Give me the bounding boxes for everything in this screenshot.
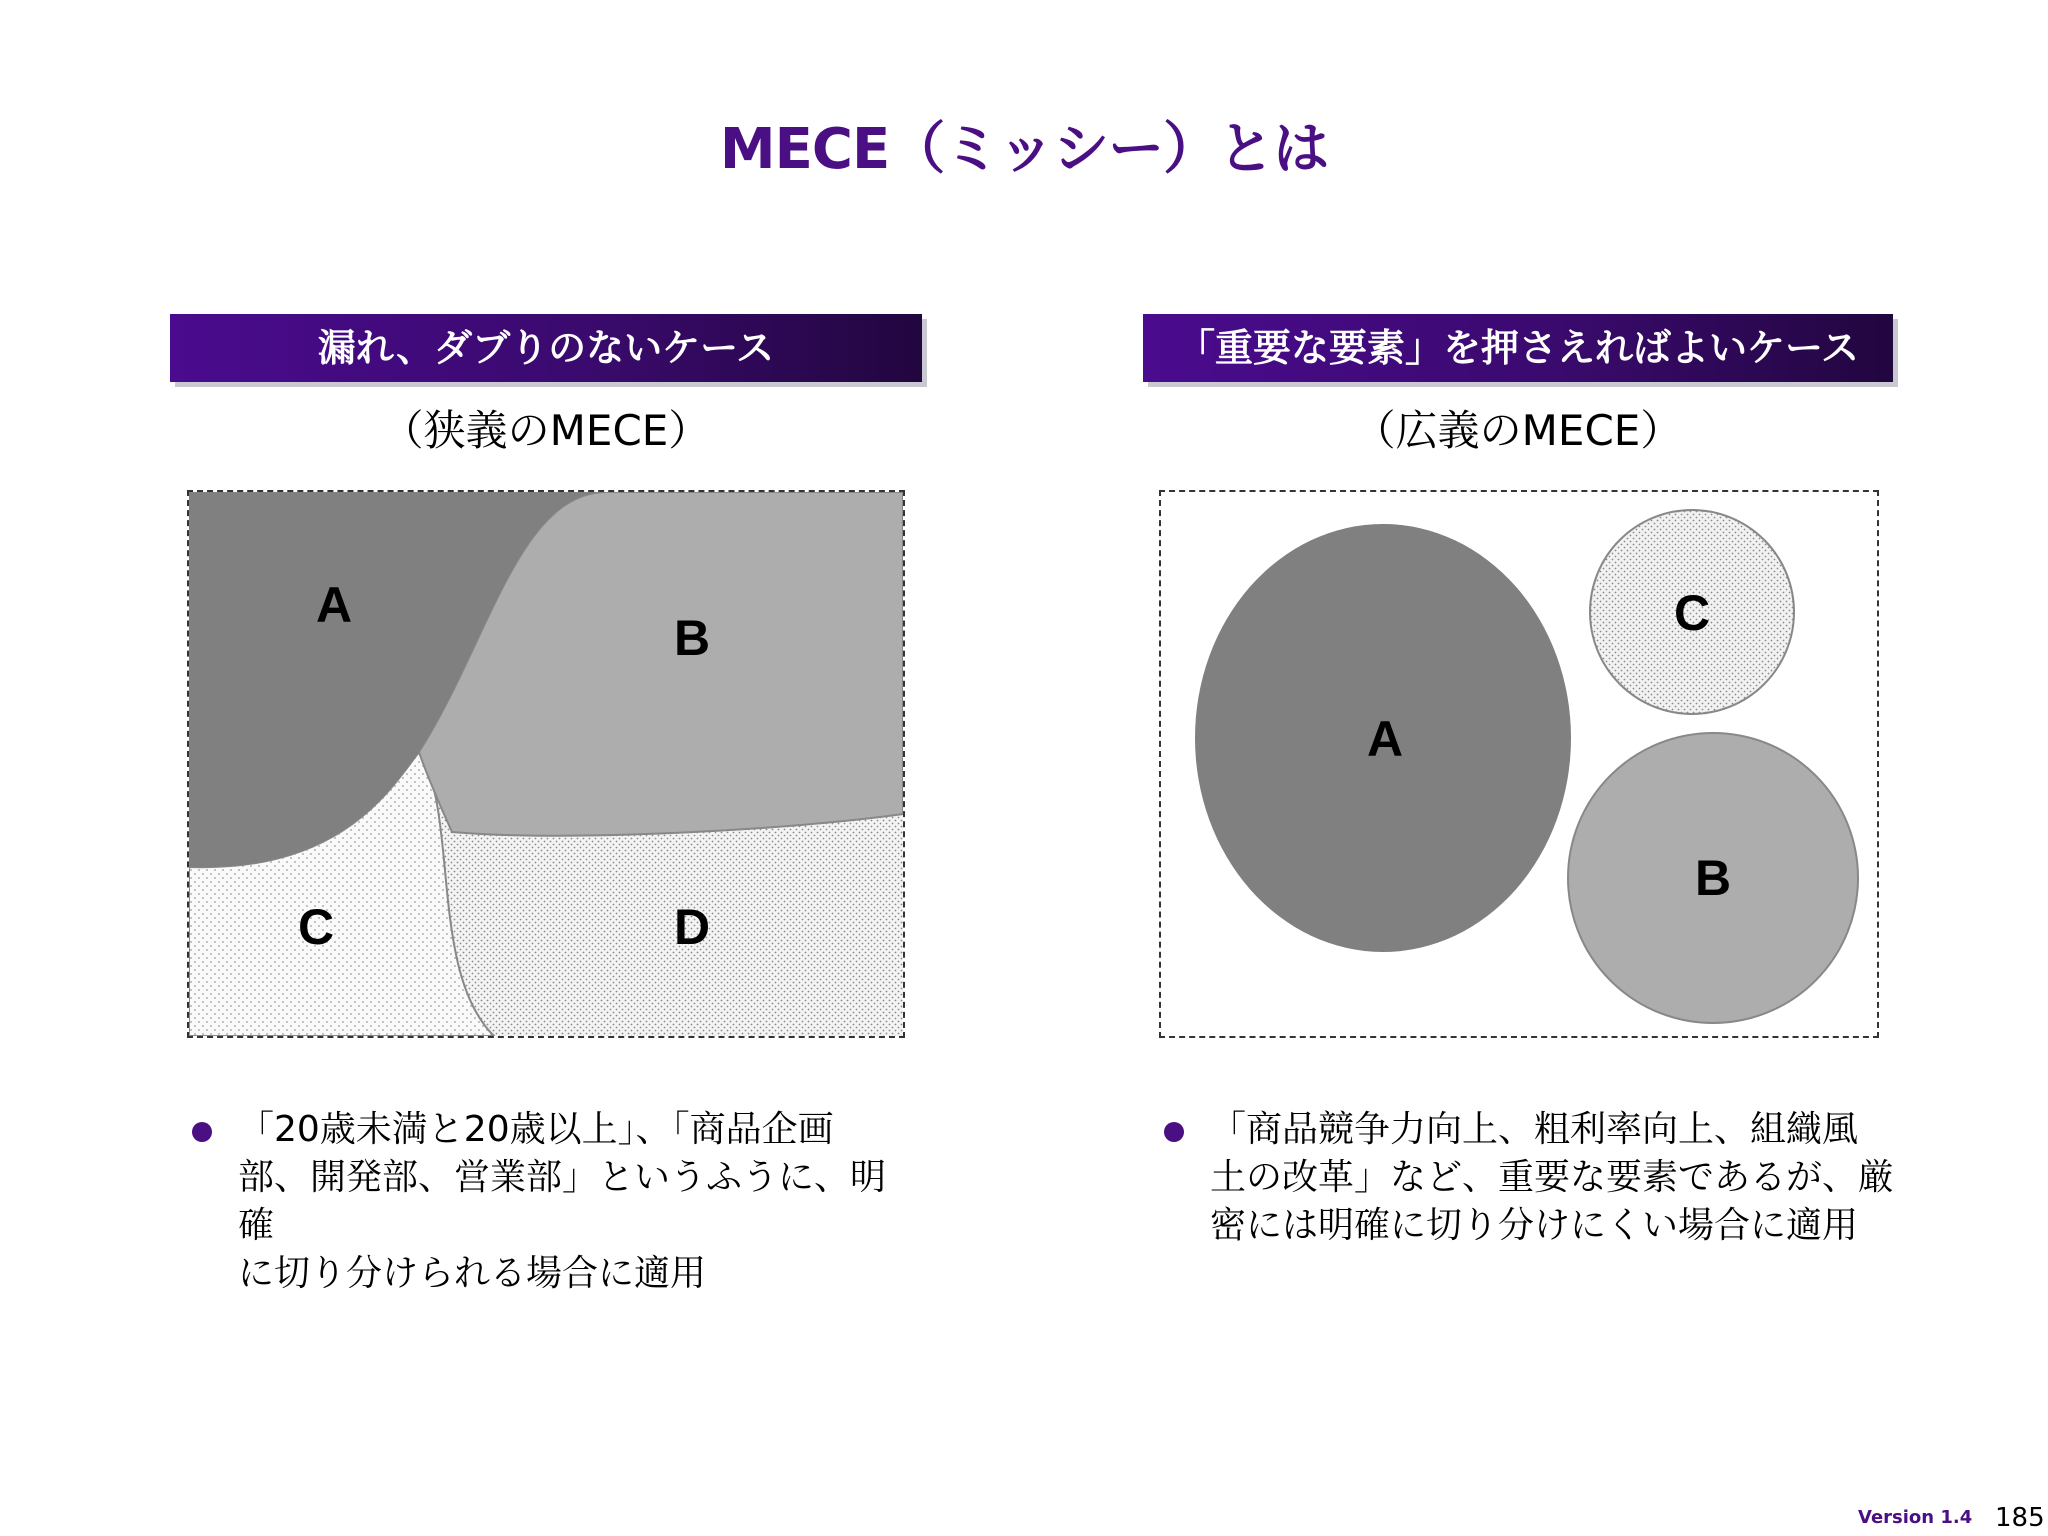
broad-mece-diagram (1161, 492, 1877, 1036)
version-label: Version 1.4 (1858, 1507, 1973, 1528)
right-banner: 「重要な要素」を押さえればよいケース (1143, 314, 1893, 382)
label-b: B (673, 610, 711, 666)
left-bullet (192, 1106, 912, 1294)
left-diagram-panel (187, 490, 905, 1038)
label-b: B (1694, 850, 1732, 906)
label-a: A (1366, 711, 1404, 767)
right-bullet (1164, 1106, 1904, 1256)
bullet-dot-icon (1164, 1122, 1184, 1142)
right-bullet-text (1210, 1106, 1894, 1250)
left-bullet-line: 「20歳未満と20歳以上」、「商品企画 (238, 1109, 834, 1150)
left-banner: 漏れ、ダブりのないケース (170, 314, 922, 382)
right-bullet-line: 土の改革」など、重要な要素であるが、厳 (1210, 1157, 1895, 1198)
page-number: 185 (1995, 1503, 2045, 1533)
label-c: C (1673, 585, 1711, 641)
left-bullet-line: に切り分けられる場合に適用 (238, 1253, 707, 1294)
right-bullet-line: 密には明確に切り分けにくい場合に適用 (1210, 1205, 1859, 1246)
label-a: A (315, 577, 353, 633)
label-c: C (297, 899, 335, 955)
right-diagram-panel (1159, 490, 1879, 1038)
left-bullet-text (238, 1106, 912, 1298)
narrow-mece-diagram (189, 492, 903, 1036)
bullet-dot-icon (192, 1122, 212, 1142)
left-subtitle: （狭義のMECE） (381, 406, 711, 455)
slide-title: MECE（ミッシー）とは (719, 117, 1329, 182)
left-bullet-line: 部、開発部、営業部」というふうに、明確 (238, 1157, 887, 1246)
label-d: D (673, 899, 711, 955)
right-bullet-line: 「商品競争力向上、粗利率向上、組織風 (1210, 1109, 1859, 1150)
right-subtitle: （広義のMECE） (1353, 406, 1683, 455)
